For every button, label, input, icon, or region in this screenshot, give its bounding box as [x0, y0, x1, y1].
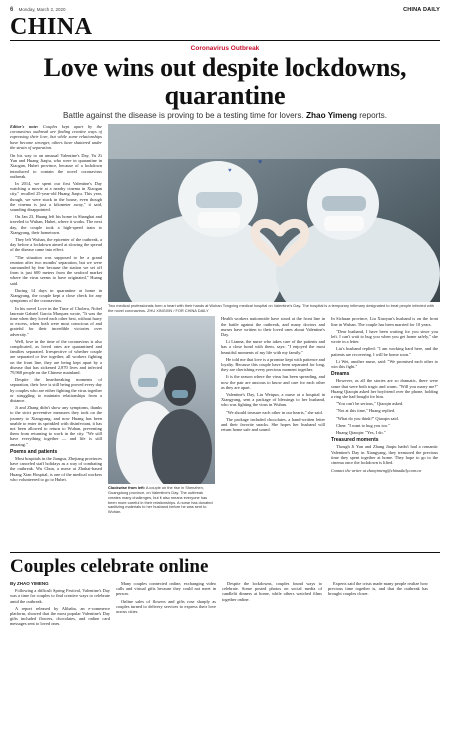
caption-1-credit: ZHU XINGXIN / FOR CHINA DAILY [147, 307, 209, 313]
story-paragraph: On his way to an unusual Valentine's Day, Yu Zi Yun and Huang Jiaqiu, who were in quarantine in Xiaogan, Hubei province, because of a lockdown introduced to contain the novel coronavirus outbreak. [10, 153, 102, 179]
svg-text:♥: ♥ [258, 159, 263, 166]
story-paragraph: Well, love in the time of the coronavirus is also complicated, as loved ones are quarantined and families separated. Irrespective of whether couple are separated or live together, all workers fighting on the front line, they are being kept apart by a disease that has sickened 2,870 lives and infected 79,968 people on the Chinese mainland. [10, 338, 102, 375]
story-paragraph: In 2014, we spent our first Valentine's Day watching a movie at a nearby cinema in Xiaogan city," recalled 25-year-old Huang Jiaqiu. This year, though, we were stuck in the house, even though the cinema is just a kilometer away," it said, sounding disappointed. [10, 181, 102, 213]
story-paragraph: Experts said the crisis made many people realize how precious time together is, and that the outbreak has brought couples closer. [328, 581, 428, 597]
story-paragraph: Liu's husband replied: "I am working hard here, and the patients are recovering. I will be home soon." [331, 346, 438, 357]
story-paragraph: Despite the heartbreaking moments of separation, their love is still being proved every day by couples who are either fighting the virus together or struggling to maintain relationships from a distance. [10, 377, 102, 403]
section-name: CHINA [10, 14, 93, 40]
story-paragraph: "Not at this time," Huang replied. [336, 408, 396, 414]
writer-contact: Contact the writer at zhaoyimeng@chinadaily.com.cn [331, 468, 422, 474]
second-story-column-3 [222, 581, 322, 629]
story-paragraph: Many couples connected online, exchanging video calls and virtual gifts because they could not meet in person. [116, 581, 216, 597]
story-column-1 [10, 124, 102, 524]
second-story-column-4 [328, 581, 428, 629]
story-paragraph: Li Wei, another nurse, said: "We promised each other to win this fight." [331, 358, 438, 370]
second-story-headline: Couples celebrate online [10, 556, 209, 577]
story-paragraph: On Jan 23, Huang left his home in Shanghai and traveled to Wuhan, Hubei, where it works. The next day, the couple took a high-speed train to Xiangyang, their hometown. [10, 214, 102, 235]
story-body [10, 124, 440, 616]
editor-note-text: Couples kept apart by the coronavirus outbreak are finding creative ways of expressing their love, but while some relationships have become stronger, others have shattered under the strain of separation. [10, 124, 102, 150]
story-paragraph: In his novel Love in the Time of Cholera, Nobel laureate Gabriel Garcia Marquez wrote, "It was the time when they loved each other best, without hurry or excess, when both were most conscious of and grateful for their incredible victories over adversity." [10, 305, 102, 337]
story-paragraph: It is the season where the virus has been spreading, and now the pair are anxious to know and care for each other as they are apart. [221, 374, 325, 390]
story-paragraph: Despite the lockdowns, couples found ways to celebrate. Some posted photos on social media of candlelit dinners at home, while others watched films together online. [222, 581, 322, 602]
story-paragraph: "The situation was supposed to be a grand reunion after two months' separation, but we were surrounded by fear because the station we set off from is just 600 meters from the seafood market where the virus seems to have originated," Huang said. [10, 254, 102, 286]
story-right-area [108, 124, 440, 616]
section-banner [10, 16, 440, 41]
story-paragraph: Valentine's Day, Liu Weiqun, a nurse at a hospital in Xiangyang, sent a package of blessings to her husband, who was fighting the virus in Wuhan. [221, 392, 325, 408]
story-deck [10, 111, 440, 120]
editor-note-label: Editor's note: [10, 124, 39, 129]
story-paragraph: In Sichuan province, Liu Xiaoyan's husband is on the front line in Wuhan. The couple has been married for 10 years. [331, 316, 438, 327]
story-paragraph: "You can't be serious," Qiaoqin asked. [336, 401, 404, 407]
story-paragraph: "We should treasure each other in our hearts," she said. [226, 409, 323, 415]
story-headline: Love wins out despite lockdowns, quarantine [43, 53, 407, 110]
photo-couple [108, 316, 215, 484]
editor-note [10, 124, 102, 150]
page-number: 6 [10, 7, 14, 13]
story-kicker: Coronavirus Outbreak [190, 45, 260, 52]
story-paragraph: Li Lianna, the nurse who takes care of the patients and has a close bond with them, says: "I enjoyed the most beautiful moments of my life with my family." [221, 339, 325, 355]
subhead-poems: Poems and patients [10, 448, 58, 455]
subhead-treasured: Treasured moments [331, 437, 379, 444]
caption-2-label: Clockwise from left: [108, 485, 145, 491]
story-paragraph: Huang Qiaoqin: "Yes, I do." [336, 430, 386, 436]
story-paragraph: Most hospitals in the Jiangsu, Zhejiang provinces have canceled staff holidays as a way of combating the outbreak. Wu Chun, a nurse at Zhuhai-based Huang Xian Hospital, is one of the medical workers who volunteered to go to Hubei. [10, 455, 102, 482]
second-story-byline: By ZHAO YIMENG [10, 581, 49, 586]
story-paragraph: Online sales of flowers and gifts rose sharply as couples turned to delivery services to express their love across cities. [116, 598, 216, 615]
photo-medical-heart [108, 124, 440, 302]
subhead-dreams: Dreams [331, 371, 350, 378]
second-story-column-1 [10, 581, 110, 629]
photo-couple-image [108, 316, 215, 484]
deck-author: Zhao Yimeng [306, 111, 357, 120]
story-paragraph: However, as all the stories are so dramatic, there were some that were both tragic and warm. "Will you marry me?" Huang Qiaoqin asked her boyfriend over the phone, holding a ring she had bought for him. [331, 378, 438, 400]
story-paragraph: Chen: "I want to hug you too." [336, 422, 390, 428]
story-paragraph: Following a difficult Spring Festival, Valentine's Day was a time for couples to find creative ways to celebrate amid the outbreak. [10, 588, 110, 604]
photo-medical-heart-image [108, 124, 440, 302]
deck-text: Battle against the disease is proving to be a testing time for lovers. [62, 111, 304, 120]
svg-text:♥: ♥ [228, 168, 232, 174]
story-paragraph: They left Wuhan, the epicenter of the outbreak, a day before a lockdown aimed at slowing the spread of the disease came into effect. [10, 237, 102, 253]
deck-suffix: reports. [359, 111, 388, 120]
story-paragraph: During 14 days in quarantine at home in Xiangyang, the couple kept a close check for any symptoms of the coronavirus. [10, 287, 102, 304]
second-story [10, 552, 440, 629]
story-paragraph: He told me that love is a promise kept with patience and loyalty. Because this couple have been separated for long, they are cherishing every precious moment together. [221, 356, 325, 373]
story-paragraph: Health workers nationwide have stood at the front line in the battle against the outbreak, and many doctors and nurses have written to their loved ones about Valentine's Day. [221, 316, 325, 338]
story-paragraph: The package included chocolates, a hand-written letter and their favorite snacks. She hopes her husband will return home safe and sound. [221, 416, 325, 433]
caption-2-text: A couple on the rise in Shenzhen, Guangdong province, on Valentine's Day. The outbreak creates many challenges, but it also means everyone has been more careful in their relationships. A nurse has donated sanitizing materials to her husband before he was sent to Wuhan. [108, 485, 213, 514]
page-header [10, 6, 440, 14]
paper-logo: CHINA DAILY [403, 7, 440, 13]
issue-date: Monday, March 2, 2020 [18, 7, 66, 12]
second-story-body [10, 581, 440, 629]
story-paragraph: Ji and Zhang didn't show any symptoms, thanks to the strict preventive measures they took on the journey to Xiangyang, and now Huang has been unable to enter its sprinkled with disinfectant, it has not been allowed to return to Wuhan, preventing them from returning to work in the city. "We still have everything together — and life is still amazing." [10, 405, 102, 447]
caption-1-text: Two medical professionals form a heart with their hands at Wuhan Tongxing medical hospital on Valentine's Day. The hospital is a temporary infirmary designated to treat people infected with the novel coronavirus. [108, 303, 434, 313]
story-paragraph: A report released by Alibaba, an e-commerce platform, showed that the most popular Valentine's Day gifts included flowers, chocolates, and online card messages sent to loved ones. [10, 605, 110, 627]
story-paragraph: Though Ji Yun and Zhang Jiaqiu hadn't had a romantic Valentine's Day in Xiangyang, they treasured the precious time they spent together at home. They hope to go to the cinema once the lockdown is lifted. [331, 444, 438, 466]
story-paragraph: "What do you think?" Qiaoqin said. [336, 415, 399, 421]
photo-caption-1 [108, 304, 440, 313]
photo-caption-2 [108, 486, 215, 514]
story-paragraph: "Dear husband, I have been waiting for you since you left. I can't wait to hug you when you get home safely," she wrote in a letter. [331, 328, 438, 345]
second-story-column-2 [116, 581, 216, 629]
